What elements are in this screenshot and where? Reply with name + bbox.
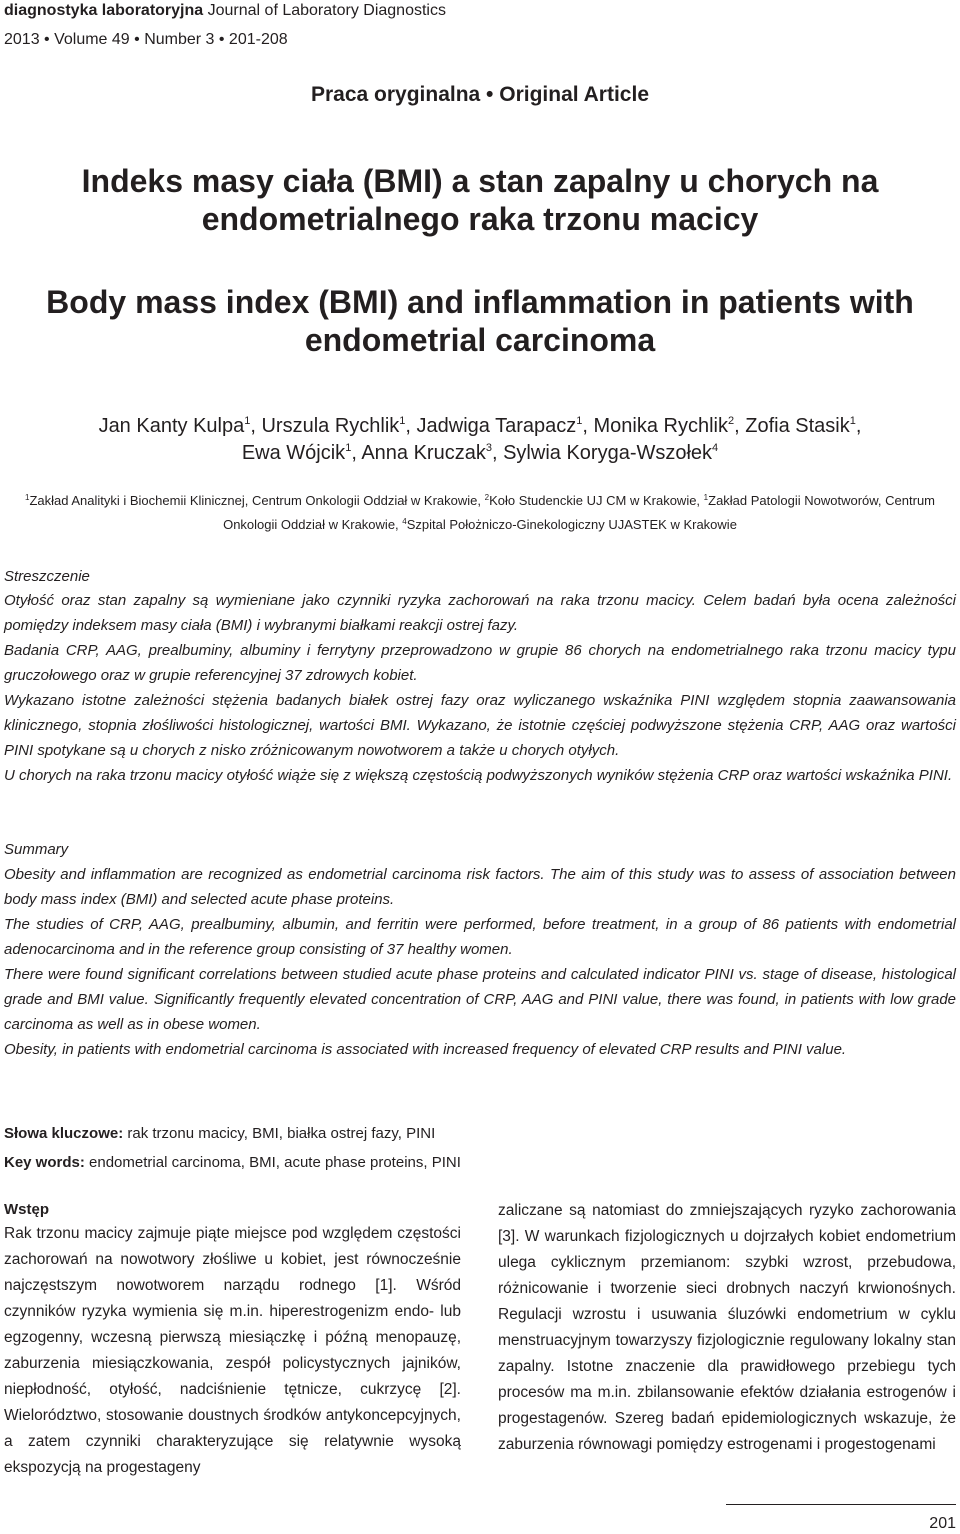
author-name: Monika Rychlik xyxy=(593,415,728,437)
abstract-body-pl xyxy=(4,588,956,788)
affiliation-text: Koło Studenckie UJ CM w Krakowie, xyxy=(489,493,704,508)
abstract-paragraph: Badania CRP, AAG, prealbuminy, albuminy i ferrytyny przeprowadzono w grupie 86 chorych na endometrialnego raka trzonu macicy typu gruczołowego oraz w grupie referencyjnej 37 zdrowych kobiet. xyxy=(4,642,956,684)
author-affiliation-number: 1 xyxy=(849,415,856,427)
keywords-en xyxy=(4,1153,461,1173)
author-name: Jadwiga Tarapacz xyxy=(416,415,577,437)
keywords-en-label: Key words: xyxy=(4,1154,85,1171)
intro-heading: Wstęp xyxy=(4,1201,49,1218)
journal-name-en: Journal of Laboratory Diagnostics xyxy=(207,2,446,19)
author-list: Jan Kanty Kulpa$^1$, Urszula Rychlik$^1$, Jadwiga Tarapacz$^1$, Monika Rychlik$^2$, Zofia Stasik$^1$, Ewa Wójcik$^1$, Anna Kruczak$^3$, Sylwia Koryga-Wszołek$^4$ xyxy=(98,415,862,464)
summary-paragraph: There were found significant correlations between studied acute phase proteins and calculated indicator PINI vs. stage of disease, histological grade and BMI value. Significantly frequently elevated concentration of CRP, AAG and PINI value, there was found, in patients with low grade carcinoma as well as in obese women. xyxy=(4,966,956,1033)
article-type: Praca oryginalna • Original Article xyxy=(310,83,650,106)
author-affiliation-number: 1 xyxy=(576,415,583,427)
intro-column-left xyxy=(4,1199,461,1481)
abstract-paragraph: U chorych na raka trzonu macicy otyłość wiąże się z większą częstością podwyższonych wyników stężenia CRP oraz wartości wskaźnika PINI. xyxy=(4,767,953,784)
summary-paragraph: Obesity and inflammation are recognized as endometrial carcinoma risk factors. The aim of this study was to assess of association between body mass index (BMI) and selected acute phase proteins. xyxy=(4,866,956,908)
abstract-body-en xyxy=(4,862,956,1062)
author-name: Sylwia Koryga-Wszołek xyxy=(503,442,713,464)
author-name: Jan Kanty Kulpa xyxy=(98,415,245,437)
author-affiliation-number: 4 xyxy=(712,442,719,454)
author-name: Ewa Wójcik xyxy=(241,442,346,464)
author-name: Zofia Stasik xyxy=(745,415,850,437)
affiliations xyxy=(8,489,952,537)
affiliation-number: 1 xyxy=(703,493,709,502)
summary-paragraph: Obesity, in patients with endometrial carcinoma is associated with increased frequency of elevated CRP results and PINI value. xyxy=(4,1041,847,1058)
footer-rule xyxy=(726,1504,956,1505)
summary-paragraph: The studies of CRP, AAG, prealbuminy, albumin, and ferritin were performed, before treatment, in a group of 86 patients with endometrial adenocarcinoma and in the reference group consisting of 37 healthy women. xyxy=(4,916,956,958)
author-name: Urszula Rychlik xyxy=(261,415,400,437)
author-affiliation-number: 3 xyxy=(485,442,492,454)
journal-issue: 2013 • Volume 49 • Number 3 • 201-208 xyxy=(4,31,288,48)
keywords-pl-text: rak trzonu macicy, BMI, białka ostrej fazy, PINI xyxy=(123,1125,436,1142)
intro-text-left: Rak trzonu macicy zajmuje piąte miejsce pod względem częstości zachorowań na nowotwory złośliwe u kobiet, jest równocześnie najczęstszym nowotworem narządu rodnego [1]. Wśród czynników ryzyka wymienia się m.in. hiperestrogenizm endo- lub egzogenny, wczesną pierwszą miesiączkę i późną menopauzę, zaburzenia miesiączkowania, zespół policystycznych jajników, niepłodność, otyłość, nadciśnienie tętnicze, cukrzycę [2]. Wielorództwo, stosowanie doustnych środków antykoncepcyjnych, a zatem czynniki charakteryzujące się relatywnie wysoką ekspozycją na progestageny xyxy=(4,1225,461,1476)
affiliation-number: 1 xyxy=(24,493,30,502)
intro-column-right xyxy=(498,1198,956,1458)
author-affiliation-number: 2 xyxy=(728,415,735,427)
affiliation-text: Szpital Położniczo-Ginekologiczny UJASTEK w Krakowie xyxy=(406,517,737,532)
affiliation-text: Zakład Patologii Nowotworów, Centrum Onkologii Oddział w Krakowie, xyxy=(223,493,936,532)
keywords-pl xyxy=(4,1124,435,1144)
journal-header xyxy=(4,1,446,21)
affiliation-number: 2 xyxy=(484,493,490,502)
author-affiliation-number: 1 xyxy=(399,415,406,427)
title-polish: Indeks masy ciała (BMI) a stan zapalny u chorych na endometrialnego raka trzonu macicy xyxy=(81,163,879,237)
journal-name-pl: diagnostyka laboratoryjna xyxy=(4,2,204,19)
abstract-paragraph: Wykazano istotne zależności stężenia badanych białek ostrej fazy oraz wyliczanego wskaźnika PINI względem stopnia zaawansowania klinicznego, stopnia złośliwości histologicznej, wartości BMI. Wykazano, że istotnie częściej podwyższone stężenia CRP, AAG oraz wartości PINI spotykane są u chorych z nisko zróżnicowanym nowotworem a także u chorych otyłych. xyxy=(4,692,956,759)
keywords-pl-label: Słowa kluczowe: xyxy=(4,1125,124,1142)
abstract-heading-en: Summary xyxy=(4,841,69,858)
intro-text-right: zaliczane są natomiast do zmniejszających ryzyko zachorowania [3]. W warunkach fizjologicznych u dojrzałych kobiet endometrium ulega cyklicznym przemianom: szybki wzrost, przebudowa, różnicowanie i tworzenie sieci drobnych naczyń krwionośnych. Regulacji wzrostu i usuwania śluzówki endometrium w cyklu menstruacyjnym towarzyszy fizjologicznie regulowany lokalny stan zapalny. Istotne znaczenie dla prawidłowego przebiegu tych procesów ma m.in. zbilansowanie efektów działania estrogenów i progestagenów. Szereg badań epidemiologicznych wskazuje, że zaburzenia równowagi pomiędzy estrogenami i progestogenami xyxy=(498,1202,956,1453)
author-name: Anna Kruczak xyxy=(361,442,486,464)
author-affiliation-number: 1 xyxy=(244,415,251,427)
page-number: 201 xyxy=(929,1515,956,1532)
abstract-paragraph: Otyłość oraz stan zapalny są wymieniane jako czynniki ryzyka zachorowań na raka trzonu macicy. Celem badań była ocena zależności pomiędzy indeksem masy ciała (BMI) i wybranymi białkami reakcji ostrej fazy. xyxy=(4,592,956,634)
author-affiliation-number: 1 xyxy=(345,442,352,454)
affiliation-text: Zakład Analityki i Biochemii Klinicznej, Centrum Onkologii Oddział w Krakowie, xyxy=(29,493,485,508)
keywords-en-text: endometrial carcinoma, BMI, acute phase proteins, PINI xyxy=(84,1154,461,1171)
abstract-heading-pl: Streszczenie xyxy=(4,568,90,585)
title-english: Body mass index (BMI) and inflammation in patients with endometrial carcinoma xyxy=(46,284,914,358)
affiliation-number: 4 xyxy=(402,517,407,526)
